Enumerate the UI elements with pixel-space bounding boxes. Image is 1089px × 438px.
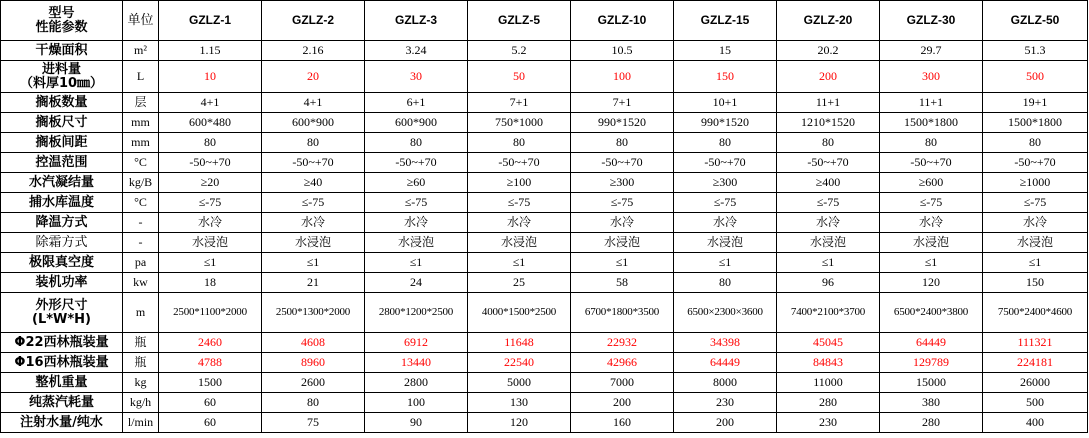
value-cell: 34398	[674, 333, 777, 353]
model-header-cell: GZLZ-2	[262, 1, 365, 41]
param-name-cell: 搁板间距	[1, 133, 123, 153]
value-cell: 20	[262, 61, 365, 93]
value-cell: 3.24	[365, 41, 468, 61]
model-header-cell: GZLZ-10	[571, 1, 674, 41]
unit-cell: kg/h	[123, 393, 159, 413]
value-cell: 1500	[159, 373, 262, 393]
value-cell: 80	[674, 133, 777, 153]
unit-cell: 层	[123, 93, 159, 113]
value-cell: 130	[468, 393, 571, 413]
value-cell: ≥40	[262, 173, 365, 193]
unit-cell: l/min	[123, 413, 159, 433]
spec-row	[1, 193, 1088, 213]
value-cell: -50~+70	[262, 153, 365, 173]
value-cell: 200	[777, 61, 880, 93]
spec-row	[1, 393, 1088, 413]
value-cell: 2800	[365, 373, 468, 393]
unit-cell: 瓶	[123, 333, 159, 353]
value-cell: 26000	[983, 373, 1088, 393]
value-cell: 水浸泡	[674, 233, 777, 253]
value-cell: 380	[880, 393, 983, 413]
value-cell: 500	[983, 61, 1088, 93]
value-cell: 80	[880, 133, 983, 153]
value-cell: 1500*1800	[983, 113, 1088, 133]
header-param-label: 性能参数	[35, 19, 88, 35]
unit-cell: kg/B	[123, 173, 159, 193]
value-cell: -50~+70	[674, 153, 777, 173]
value-cell: -50~+70	[571, 153, 674, 173]
value-cell: 8960	[262, 353, 365, 373]
value-cell: 4+1	[262, 93, 365, 113]
value-cell: 45045	[777, 333, 880, 353]
value-cell: 2500*1300*2000	[262, 293, 365, 333]
value-cell: 11000	[777, 373, 880, 393]
value-cell: 5.2	[468, 41, 571, 61]
spec-row	[1, 41, 1088, 61]
value-cell: 60	[159, 413, 262, 433]
value-cell: 10.5	[571, 41, 674, 61]
unit-cell: m²	[123, 41, 159, 61]
value-cell: 64449	[880, 333, 983, 353]
value-cell: 58	[571, 273, 674, 293]
unit-cell: 瓶	[123, 353, 159, 373]
param-name-cell: 纯蒸汽耗量	[1, 393, 123, 413]
value-cell: 150	[983, 273, 1088, 293]
value-cell: 80	[159, 133, 262, 153]
value-cell: ≤1	[468, 253, 571, 273]
value-cell: 水浸泡	[880, 233, 983, 253]
param-name-cell	[1, 61, 123, 93]
value-cell: 水冷	[983, 213, 1088, 233]
param-name-line2: (L*W*H)	[32, 311, 91, 327]
spec-row	[1, 61, 1088, 93]
value-cell: 129789	[880, 353, 983, 373]
value-cell: ≤1	[983, 253, 1088, 273]
value-cell: 7500*2400*4600	[983, 293, 1088, 333]
value-cell: 2800*1200*2500	[365, 293, 468, 333]
value-cell: 1210*1520	[777, 113, 880, 133]
value-cell: 300	[880, 61, 983, 93]
value-cell: 4788	[159, 353, 262, 373]
unit-cell: kw	[123, 273, 159, 293]
value-cell: 6500×2300×3600	[674, 293, 777, 333]
unit-cell: mm	[123, 133, 159, 153]
spec-row	[1, 213, 1088, 233]
value-cell: 水浸泡	[262, 233, 365, 253]
value-cell: 100	[571, 61, 674, 93]
value-cell: ≤1	[880, 253, 983, 273]
value-cell: ≤-75	[571, 193, 674, 213]
value-cell: 4+1	[159, 93, 262, 113]
value-cell: 750*1000	[468, 113, 571, 133]
param-name-cell: 捕水库温度	[1, 193, 123, 213]
value-cell: 1500*1800	[880, 113, 983, 133]
value-cell: 280	[777, 393, 880, 413]
param-name-cell: 除霜方式	[1, 233, 123, 253]
value-cell: 水浸泡	[777, 233, 880, 253]
value-cell: -50~+70	[159, 153, 262, 173]
value-cell: -50~+70	[468, 153, 571, 173]
spec-row	[1, 373, 1088, 393]
value-cell: 100	[365, 393, 468, 413]
value-cell: 6500*2400*3800	[880, 293, 983, 333]
value-cell: ≤-75	[777, 193, 880, 213]
value-cell: 11+1	[880, 93, 983, 113]
value-cell: ≥20	[159, 173, 262, 193]
header-unit-label: 单位	[123, 1, 159, 41]
spec-row	[1, 153, 1088, 173]
value-cell: 50	[468, 61, 571, 93]
value-cell: ≤-75	[674, 193, 777, 213]
value-cell: 150	[674, 61, 777, 93]
value-cell: 22932	[571, 333, 674, 353]
value-cell: 水浸泡	[983, 233, 1088, 253]
value-cell: ≤-75	[159, 193, 262, 213]
value-cell: 84843	[777, 353, 880, 373]
value-cell: 230	[674, 393, 777, 413]
value-cell: 13440	[365, 353, 468, 373]
value-cell: ≤-75	[880, 193, 983, 213]
unit-cell: -	[123, 233, 159, 253]
value-cell: 6+1	[365, 93, 468, 113]
value-cell: 20.2	[777, 41, 880, 61]
value-cell: 11648	[468, 333, 571, 353]
value-cell: 7+1	[571, 93, 674, 113]
value-cell: 160	[571, 413, 674, 433]
value-cell: ≤1	[159, 253, 262, 273]
value-cell: 2600	[262, 373, 365, 393]
spec-row	[1, 233, 1088, 253]
value-cell: 4000*1500*2500	[468, 293, 571, 333]
value-cell: ≤1	[777, 253, 880, 273]
value-cell: 22540	[468, 353, 571, 373]
value-cell: -50~+70	[983, 153, 1088, 173]
value-cell: 42966	[571, 353, 674, 373]
unit-cell: m	[123, 293, 159, 333]
param-name-cell	[1, 293, 123, 333]
value-cell: 80	[674, 273, 777, 293]
param-name-cell: 注射水量/纯水	[1, 413, 123, 433]
value-cell: ≤1	[262, 253, 365, 273]
value-cell: 30	[365, 61, 468, 93]
value-cell: 水浸泡	[468, 233, 571, 253]
value-cell: ≤-75	[365, 193, 468, 213]
value-cell: 80	[365, 133, 468, 153]
spec-row	[1, 173, 1088, 193]
value-cell: 水冷	[262, 213, 365, 233]
value-cell: 水浸泡	[365, 233, 468, 253]
value-cell: 600*900	[262, 113, 365, 133]
value-cell: 990*1520	[571, 113, 674, 133]
spec-row	[1, 113, 1088, 133]
value-cell: ≥400	[777, 173, 880, 193]
spec-row	[1, 273, 1088, 293]
value-cell: 21	[262, 273, 365, 293]
param-name-line1: 进料量	[41, 61, 81, 77]
value-cell: ≤1	[674, 253, 777, 273]
value-cell: 1.15	[159, 41, 262, 61]
value-cell: 5000	[468, 373, 571, 393]
value-cell: ≥300	[571, 173, 674, 193]
spec-row	[1, 253, 1088, 273]
model-header-cell: GZLZ-50	[983, 1, 1088, 41]
spec-row	[1, 133, 1088, 153]
value-cell: -50~+70	[777, 153, 880, 173]
value-cell: ≥60	[365, 173, 468, 193]
value-cell: 24	[365, 273, 468, 293]
value-cell: 8000	[674, 373, 777, 393]
unit-cell: °C	[123, 153, 159, 173]
model-header-cell: GZLZ-20	[777, 1, 880, 41]
value-cell: 4608	[262, 333, 365, 353]
value-cell: 水冷	[674, 213, 777, 233]
model-header-cell: GZLZ-5	[468, 1, 571, 41]
model-header-cell: GZLZ-1	[159, 1, 262, 41]
spec-row	[1, 353, 1088, 373]
value-cell: 90	[365, 413, 468, 433]
value-cell: 64449	[674, 353, 777, 373]
value-cell: 200	[674, 413, 777, 433]
value-cell: 2460	[159, 333, 262, 353]
param-name-cell: 整机重量	[1, 373, 123, 393]
value-cell: 15	[674, 41, 777, 61]
value-cell: ≥300	[674, 173, 777, 193]
value-cell: 7000	[571, 373, 674, 393]
value-cell: 75	[262, 413, 365, 433]
value-cell: 120	[468, 413, 571, 433]
unit-cell: kg	[123, 373, 159, 393]
header-row	[1, 1, 1088, 41]
value-cell: 80	[468, 133, 571, 153]
value-cell: 水冷	[468, 213, 571, 233]
value-cell: -50~+70	[365, 153, 468, 173]
value-cell: 224181	[983, 353, 1088, 373]
value-cell: 600*480	[159, 113, 262, 133]
value-cell: 600*900	[365, 113, 468, 133]
value-cell: 400	[983, 413, 1088, 433]
param-name-cell: Φ16西林瓶装量	[1, 353, 123, 373]
value-cell: 水冷	[571, 213, 674, 233]
value-cell: ≤-75	[983, 193, 1088, 213]
value-cell: 111321	[983, 333, 1088, 353]
param-name-line2: （料厚10㎜）	[19, 75, 104, 91]
unit-cell: L	[123, 61, 159, 93]
spec-row	[1, 293, 1088, 333]
value-cell: 10	[159, 61, 262, 93]
value-cell: 水冷	[777, 213, 880, 233]
value-cell: ≤-75	[262, 193, 365, 213]
value-cell: 29.7	[880, 41, 983, 61]
param-name-cell: 装机功率	[1, 273, 123, 293]
corner-header-cell	[1, 1, 123, 41]
value-cell: 水浸泡	[571, 233, 674, 253]
value-cell: 19+1	[983, 93, 1088, 113]
value-cell: 80	[571, 133, 674, 153]
value-cell: 51.3	[983, 41, 1088, 61]
value-cell: 500	[983, 393, 1088, 413]
header-model-label: 型号	[48, 5, 75, 21]
value-cell: 80	[983, 133, 1088, 153]
value-cell: 18	[159, 273, 262, 293]
spec-row	[1, 93, 1088, 113]
param-name-cell: Φ22西林瓶装量	[1, 333, 123, 353]
unit-cell: mm	[123, 113, 159, 133]
value-cell: 2.16	[262, 41, 365, 61]
value-cell: 6912	[365, 333, 468, 353]
value-cell: 11+1	[777, 93, 880, 113]
param-name-cell: 干燥面积	[1, 41, 123, 61]
value-cell: 15000	[880, 373, 983, 393]
value-cell: 10+1	[674, 93, 777, 113]
param-name-line1: 外形尺寸	[35, 297, 88, 313]
value-cell: 80	[262, 133, 365, 153]
param-name-cell: 极限真空度	[1, 253, 123, 273]
spec-row	[1, 413, 1088, 433]
model-header-cell: GZLZ-15	[674, 1, 777, 41]
param-name-cell: 搁板数量	[1, 93, 123, 113]
value-cell: 280	[880, 413, 983, 433]
param-name-cell: 搁板尺寸	[1, 113, 123, 133]
value-cell: 水冷	[880, 213, 983, 233]
value-cell: ≤1	[365, 253, 468, 273]
value-cell: 水浸泡	[159, 233, 262, 253]
value-cell: 80	[262, 393, 365, 413]
value-cell: ≤1	[571, 253, 674, 273]
unit-cell: pa	[123, 253, 159, 273]
value-cell: 990*1520	[674, 113, 777, 133]
value-cell: 80	[777, 133, 880, 153]
value-cell: 水冷	[159, 213, 262, 233]
value-cell: 7400*2100*3700	[777, 293, 880, 333]
model-header-cell: GZLZ-30	[880, 1, 983, 41]
value-cell: 6700*1800*3500	[571, 293, 674, 333]
value-cell: -50~+70	[880, 153, 983, 173]
value-cell: ≥1000	[983, 173, 1088, 193]
value-cell: 水冷	[365, 213, 468, 233]
value-cell: 7+1	[468, 93, 571, 113]
unit-cell: °C	[123, 193, 159, 213]
value-cell: 230	[777, 413, 880, 433]
param-name-cell: 水汽凝结量	[1, 173, 123, 193]
value-cell: 120	[880, 273, 983, 293]
value-cell: ≤-75	[468, 193, 571, 213]
value-cell: 60	[159, 393, 262, 413]
value-cell: 200	[571, 393, 674, 413]
param-name-cell: 控温范围	[1, 153, 123, 173]
value-cell: 25	[468, 273, 571, 293]
param-name-cell: 降温方式	[1, 213, 123, 233]
spec-row	[1, 333, 1088, 353]
model-header-cell: GZLZ-3	[365, 1, 468, 41]
unit-cell: -	[123, 213, 159, 233]
value-cell: 96	[777, 273, 880, 293]
value-cell: ≥100	[468, 173, 571, 193]
value-cell: 2500*1100*2000	[159, 293, 262, 333]
value-cell: ≥600	[880, 173, 983, 193]
